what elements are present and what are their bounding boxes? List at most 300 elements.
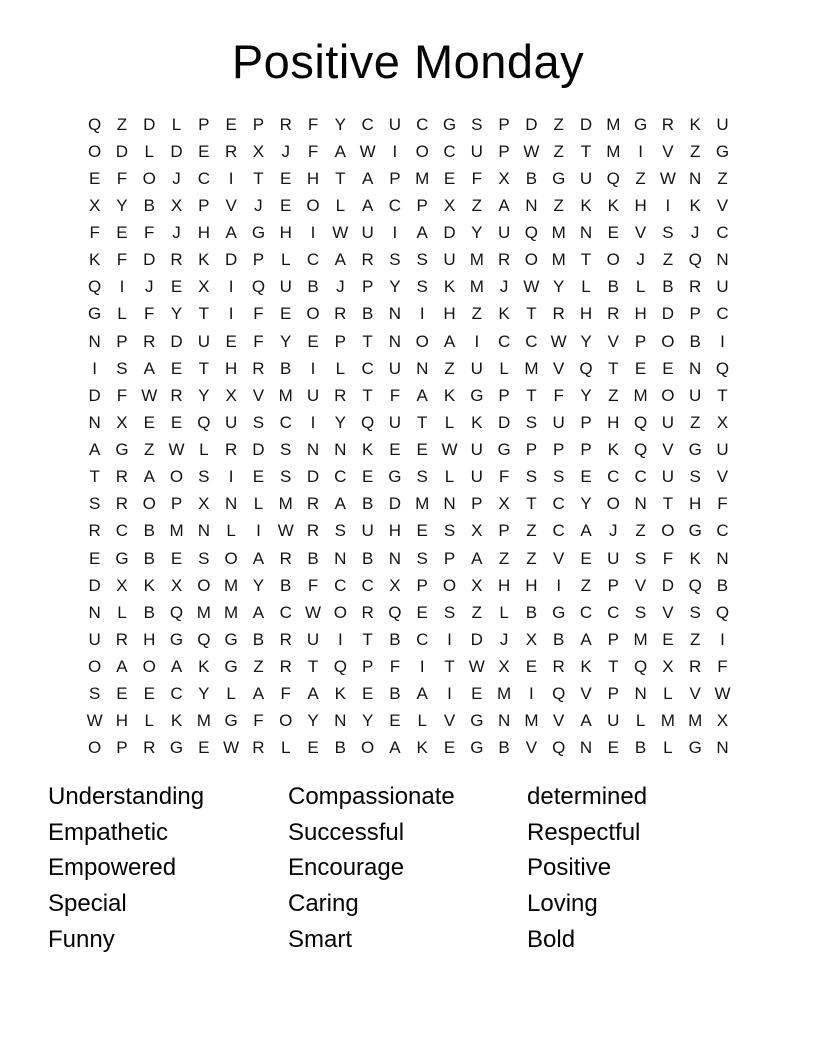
grid-cell: B — [307, 277, 319, 297]
grid-cell: C — [443, 141, 456, 161]
grid-cell: N — [388, 548, 402, 568]
grid-cell: Z — [662, 250, 674, 270]
grid-cell: D — [143, 114, 156, 134]
grid-cell: F — [280, 684, 291, 704]
grid-cell: A — [225, 223, 237, 243]
grid-cell: S — [416, 277, 428, 297]
grid-cell: C — [497, 331, 511, 351]
grid-cell: N — [197, 521, 210, 541]
grid-cell: Z — [471, 602, 482, 622]
grid-cell: Z — [253, 657, 264, 677]
grid-cell: N — [716, 548, 729, 568]
grid-cell: O — [142, 494, 156, 514]
grid-cell: E — [116, 684, 128, 704]
grid-cell: A — [252, 548, 265, 568]
word-list-item: Understanding — [48, 783, 205, 810]
grid-cell: N — [634, 684, 647, 704]
grid-cell: J — [172, 168, 181, 188]
grid-cell: R — [552, 304, 565, 324]
grid-cell: V — [662, 602, 674, 622]
grid-cell: W — [441, 440, 458, 460]
grid-cell: L — [335, 358, 346, 378]
grid-cell: Q — [633, 657, 648, 677]
grid-cell: Z — [526, 548, 537, 568]
grid-cell: D — [143, 250, 156, 270]
grid-cell: H — [607, 412, 620, 432]
grid-cell: G — [169, 738, 184, 758]
grid-cell: E — [662, 358, 674, 378]
grid-cell: L — [663, 684, 673, 704]
grid-cell: E — [225, 114, 237, 134]
grid-cell: D — [661, 575, 675, 595]
grid-cell: X — [198, 277, 210, 297]
grid-cell: S — [416, 250, 428, 270]
grid-cell: T — [662, 494, 674, 514]
grid-cell: A — [307, 684, 319, 704]
grid-cell: P — [689, 304, 701, 324]
grid-cell: T — [417, 412, 428, 432]
word-list-item: Empowered — [48, 854, 177, 882]
word-list-item: Smart — [288, 925, 353, 953]
grid-cell: O — [661, 521, 675, 541]
grid-cell: B — [525, 602, 538, 622]
grid-cell: G — [169, 629, 184, 649]
grid-cell: R — [334, 304, 347, 324]
grid-cell: E — [198, 738, 210, 758]
grid-cell: O — [306, 304, 320, 324]
grid-cell: S — [553, 467, 565, 487]
grid-cell: C — [607, 602, 620, 622]
grid-cell: P — [607, 575, 619, 595]
grid-cell: A — [361, 195, 374, 215]
grid-cell: K — [88, 250, 101, 270]
grid-cell: O — [442, 575, 457, 595]
grid-cell: C — [388, 195, 402, 215]
grid-cell: T — [253, 168, 264, 188]
grid-cell: X — [525, 629, 538, 649]
grid-cell: B — [389, 629, 401, 649]
grid-cell: C — [361, 575, 374, 595]
grid-cell: P — [361, 277, 374, 297]
grid-cell: U — [361, 223, 374, 243]
grid-cell: M — [688, 711, 703, 731]
grid-cell: B — [389, 684, 401, 704]
grid-cell: B — [525, 168, 538, 188]
grid-cell: L — [280, 250, 291, 270]
grid-cell: F — [116, 250, 128, 270]
grid-cell: D — [115, 141, 129, 161]
grid-cell: V — [607, 331, 619, 351]
grid-cell: P — [389, 168, 401, 188]
grid-cell: Y — [116, 195, 128, 215]
grid-cell: G — [115, 548, 129, 568]
grid-cell: C — [525, 331, 538, 351]
grid-cell: N — [388, 331, 402, 351]
grid-cell: K — [689, 114, 701, 134]
grid-cell: I — [419, 657, 425, 677]
grid-cell: U — [552, 412, 565, 432]
grid-cell: E — [471, 684, 483, 704]
grid-cell: V — [553, 358, 565, 378]
grid-cell: F — [89, 223, 100, 243]
grid-cell: I — [474, 331, 480, 351]
grid-cell: R — [689, 657, 702, 677]
grid-cell: P — [498, 521, 510, 541]
grid-cell: W — [550, 331, 567, 351]
grid-cell: Q — [251, 277, 266, 297]
grid-cell: C — [306, 250, 320, 270]
grid-cell: T — [608, 657, 619, 677]
grid-cell: L — [226, 684, 236, 704]
grid-cell: S — [198, 467, 210, 487]
grid-cell: X — [116, 575, 128, 595]
grid-cell: N — [388, 304, 402, 324]
grid-cell: I — [392, 141, 398, 161]
grid-cell: R — [361, 250, 374, 270]
grid-cell: M — [606, 114, 621, 134]
grid-cell: H — [306, 168, 320, 188]
grid-cell: F — [253, 331, 264, 351]
grid-cell: M — [415, 168, 430, 188]
grid-cell: G — [115, 440, 129, 460]
grid-cell: V — [553, 548, 565, 568]
grid-cell: S — [471, 114, 483, 134]
grid-cell: E — [525, 657, 538, 677]
grid-cell: A — [389, 738, 401, 758]
grid-cell: A — [416, 223, 428, 243]
grid-cell: P — [580, 412, 592, 432]
grid-cell: R — [279, 657, 292, 677]
grid-cell: Y — [580, 331, 592, 351]
grid-cell: F — [116, 168, 128, 188]
page-title: Positive Monday — [231, 35, 585, 88]
grid-cell: X — [443, 195, 456, 215]
grid-cell: S — [443, 602, 456, 622]
grid-cell: A — [334, 494, 346, 514]
grid-cell: I — [228, 467, 234, 487]
grid-cell: F — [253, 711, 264, 731]
grid-cell: L — [635, 711, 646, 731]
grid-cell: F — [307, 114, 319, 134]
grid-cell: E — [88, 548, 101, 568]
grid-cell: A — [471, 548, 483, 568]
grid-cell: Q — [715, 358, 730, 378]
grid-cell: F — [307, 141, 319, 161]
grid-cell: G — [224, 657, 238, 677]
grid-cell: X — [389, 575, 401, 595]
grid-cell: T — [335, 168, 346, 188]
grid-cell: P — [198, 195, 210, 215]
grid-cell: P — [116, 738, 128, 758]
grid-cell: D — [579, 114, 593, 134]
grid-cell: O — [606, 494, 620, 514]
grid-cell: I — [392, 223, 398, 243]
grid-cell: A — [580, 521, 592, 541]
grid-cell: N — [88, 331, 101, 351]
grid-cell: R — [224, 141, 238, 161]
grid-cell: A — [580, 629, 592, 649]
grid-cell: E — [662, 629, 674, 649]
grid-cell: Q — [633, 412, 648, 432]
grid-cell: P — [498, 141, 510, 161]
grid-cell: C — [552, 494, 565, 514]
grid-cell: P — [553, 440, 565, 460]
grid-cell: R — [143, 331, 156, 351]
grid-cell: S — [280, 440, 292, 460]
word-list-item: determined — [527, 783, 648, 810]
grid-cell: I — [92, 358, 98, 378]
grid-cell: Z — [717, 168, 728, 188]
grid-cell: Y — [170, 304, 183, 324]
grid-cell: F — [116, 385, 128, 405]
grid-cell: A — [334, 141, 346, 161]
grid-cell: L — [581, 277, 591, 297]
grid-cell: S — [662, 223, 674, 243]
grid-cell: M — [660, 711, 675, 731]
grid-cell: C — [716, 223, 729, 243]
grid-cell: A — [252, 602, 265, 622]
grid-cell: D — [388, 494, 402, 514]
grid-cell: R — [224, 440, 238, 460]
grid-cell: T — [444, 657, 455, 677]
grid-cell: T — [608, 358, 619, 378]
grid-cell: U — [607, 711, 620, 731]
grid-cell: Z — [580, 575, 592, 595]
grid-cell: U — [716, 114, 729, 134]
grid-cell: U — [197, 331, 210, 351]
grid-cell: R — [170, 385, 183, 405]
grid-cell: V — [252, 385, 265, 405]
grid-cell: M — [524, 358, 539, 378]
grid-cell: R — [279, 114, 292, 134]
grid-cell: Z — [635, 521, 646, 541]
grid-cell: T — [89, 467, 100, 487]
grid-cell: Y — [252, 575, 265, 595]
grid-cell: M — [196, 602, 211, 622]
grid-cell: L — [499, 602, 509, 622]
grid-cell: T — [526, 304, 537, 324]
grid-cell: G — [224, 711, 238, 731]
grid-cell: N — [224, 494, 238, 514]
grid-cell: V — [716, 467, 729, 487]
grid-cell: J — [499, 629, 509, 649]
grid-cell: E — [607, 223, 619, 243]
grid-cell: M — [469, 250, 484, 270]
word-list-item: Positive — [527, 854, 612, 882]
grid-cell: E — [389, 440, 401, 460]
grid-cell: L — [444, 412, 455, 432]
grid-cell: H — [689, 494, 702, 514]
grid-cell: B — [689, 331, 701, 351]
grid-cell: O — [361, 738, 375, 758]
grid-cell: Q — [715, 602, 730, 622]
grid-cell: B — [252, 629, 265, 649]
grid-cell: P — [252, 250, 265, 270]
grid-cell: J — [636, 250, 645, 270]
grid-cell: F — [662, 548, 674, 568]
grid-cell: Y — [198, 385, 210, 405]
grid-cell: R — [115, 494, 129, 514]
grid-cell: O — [279, 711, 293, 731]
grid-cell: R — [115, 467, 129, 487]
grid-cell: P — [416, 195, 428, 215]
grid-cell: Z — [471, 304, 482, 324]
grid-cell: I — [556, 575, 562, 595]
grid-cell: N — [497, 711, 511, 731]
grid-cell: B — [280, 575, 292, 595]
grid-cell: X — [116, 412, 128, 432]
grid-cell: C — [416, 114, 429, 134]
grid-cell: C — [115, 521, 129, 541]
grid-cell: R — [88, 521, 101, 541]
grid-cell: U — [470, 358, 483, 378]
grid-cell: D — [497, 412, 511, 432]
grid-cell: K — [143, 575, 155, 595]
grid-cell: T — [307, 657, 319, 677]
grid-cell: R — [497, 250, 511, 270]
grid-cell: A — [334, 250, 346, 270]
grid-cell: C — [552, 521, 565, 541]
grid-cell: H — [115, 711, 129, 731]
grid-cell: B — [143, 602, 155, 622]
grid-cell: S — [252, 412, 265, 432]
grid-cell: W — [359, 141, 376, 161]
grid-cell: T — [362, 385, 373, 405]
grid-cell: S — [634, 548, 647, 568]
grid-cell: O — [169, 467, 184, 487]
grid-cell: U — [716, 440, 729, 460]
grid-cell: N — [579, 738, 593, 758]
grid-cell: U — [470, 467, 483, 487]
grid-cell: V — [716, 195, 729, 215]
grid-cell: G — [688, 521, 702, 541]
grid-cell: K — [689, 195, 701, 215]
grid-cell: Z — [116, 114, 128, 134]
grid-cell: L — [444, 467, 455, 487]
grid-cell: W — [305, 602, 322, 622]
grid-cell: L — [253, 494, 264, 514]
grid-cell: G — [470, 711, 484, 731]
grid-cell: E — [416, 521, 428, 541]
grid-cell: F — [717, 657, 728, 677]
grid-cell: K — [361, 440, 374, 460]
grid-cell: R — [279, 548, 292, 568]
grid-cell: O — [306, 195, 320, 215]
grid-cell: V — [662, 141, 674, 161]
grid-cell: V — [580, 684, 592, 704]
grid-cell: F — [307, 575, 319, 595]
grid-cell: S — [689, 602, 701, 622]
grid-cell: G — [633, 114, 648, 134]
grid-cell: K — [416, 738, 428, 758]
grid-cell: W — [714, 684, 731, 704]
grid-cell: U — [470, 141, 483, 161]
grid-cell: Q — [552, 684, 566, 704]
grid-cell: U — [579, 168, 593, 188]
grid-cell: N — [443, 494, 456, 514]
word-list-item: Encourage — [288, 854, 405, 882]
grid-cell: E — [225, 331, 237, 351]
grid-cell: F — [389, 657, 401, 677]
grid-cell: Z — [144, 440, 155, 460]
grid-cell: T — [526, 385, 537, 405]
grid-cell: A — [416, 684, 428, 704]
grid-cell: W — [468, 657, 485, 677]
grid-cell: F — [498, 467, 510, 487]
grid-cell: E — [170, 548, 183, 568]
grid-cell: P — [198, 114, 210, 134]
grid-cell: M — [551, 223, 566, 243]
grid-cell: O — [661, 331, 675, 351]
grid-cell: A — [170, 657, 183, 677]
word-list-item: Caring — [288, 890, 359, 918]
grid-cell: E — [416, 602, 428, 622]
grid-cell: I — [228, 168, 234, 188]
grid-cell: E — [607, 738, 619, 758]
grid-cell: K — [580, 657, 592, 677]
grid-cell: W — [86, 711, 103, 731]
grid-cell: G — [388, 467, 402, 487]
grid-cell: D — [88, 385, 101, 405]
grid-cell: G — [224, 629, 238, 649]
grid-cell: P — [334, 331, 346, 351]
grid-cell: L — [117, 304, 127, 324]
grid-cell: E — [580, 548, 592, 568]
grid-cell: M — [606, 141, 621, 161]
grid-cell: Y — [471, 223, 483, 243]
grid-cell: Z — [635, 168, 646, 188]
grid-cell: L — [499, 358, 509, 378]
grid-cell: P — [116, 331, 128, 351]
grid-cell: C — [716, 304, 729, 324]
grid-cell: C — [334, 467, 347, 487]
grid-cell: U — [470, 440, 483, 460]
grid-cell: N — [634, 494, 647, 514]
grid-cell: B — [143, 195, 155, 215]
grid-cell: T — [198, 304, 210, 324]
grid-cell: R — [361, 602, 374, 622]
grid-cell: Z — [689, 412, 701, 432]
grid-cell: O — [142, 657, 156, 677]
grid-cell: D — [306, 467, 320, 487]
grid-cell: S — [525, 412, 538, 432]
grid-cell: L — [117, 602, 127, 622]
grid-cell: N — [306, 440, 320, 460]
grid-cell: X — [662, 657, 674, 677]
grid-cell: B — [143, 521, 155, 541]
grid-cell: F — [717, 494, 728, 514]
word-list-item: Compassionate — [288, 783, 455, 810]
grid-cell: C — [607, 467, 620, 487]
word-list-item: Empathetic — [48, 818, 169, 846]
grid-cell: J — [172, 223, 181, 243]
grid-cell: D — [252, 440, 265, 460]
word-column — [527, 779, 647, 957]
grid-cell: B — [361, 494, 374, 514]
grid-cell: E — [361, 467, 374, 487]
grid-cell: W — [523, 141, 540, 161]
grid-cell: Q — [606, 168, 620, 188]
grid-cell: O — [415, 331, 429, 351]
grid-cell: O — [224, 548, 238, 568]
grid-cell: X — [716, 412, 729, 432]
grid-cell: O — [142, 168, 156, 188]
grid-cell: G — [470, 738, 484, 758]
grid-cell: V — [443, 711, 456, 731]
grid-cell: N — [716, 250, 729, 270]
grid-cell: I — [228, 304, 234, 324]
grid-cell: Z — [471, 195, 482, 215]
